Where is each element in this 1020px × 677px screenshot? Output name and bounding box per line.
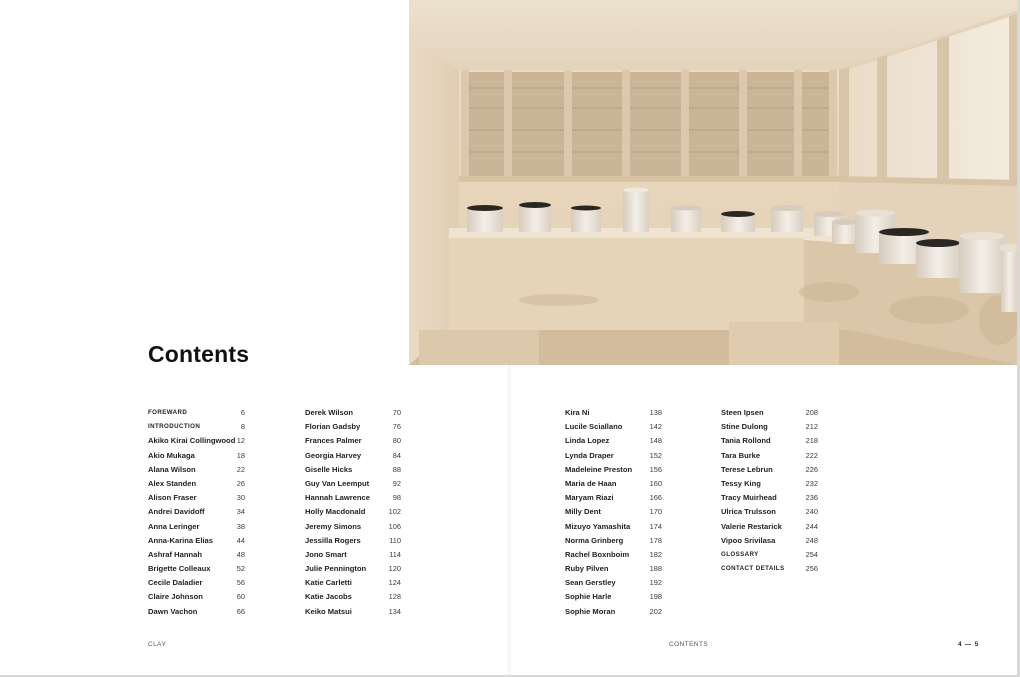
toc-entry-name: Alana Wilson [148,464,196,474]
toc-entry [305,505,401,519]
toc-entry [565,520,662,534]
toc-entry-page: 134 [388,606,401,616]
toc-entry-name: Terese Lebrun [721,464,773,474]
toc-entry [305,463,401,477]
toc-entry-page: 152 [649,450,662,460]
toc-entry-name: Rachel Boxnboim [565,549,630,559]
toc-entry-page: 248 [805,535,818,545]
toc-entry [148,449,245,463]
footer-page-numbers: 4 — 5 [958,641,980,648]
toc-entry [305,562,401,576]
toc-entry-page: 240 [805,507,818,517]
toc-entry-page: 174 [649,521,662,531]
toc-entry [721,434,818,448]
toc-entry-page: 138 [649,408,662,417]
toc-entry-page: 56 [236,578,245,588]
toc-entry [148,590,245,604]
toc-entry [148,534,245,548]
toc-entry [565,534,662,548]
toc-entry-page: 166 [649,493,662,503]
toc-entry [305,590,401,604]
toc-column-4 [721,406,818,576]
toc-entry-page: 76 [392,422,401,432]
toc-entry [148,576,245,590]
toc-entry [565,562,662,576]
toc-entry [721,463,818,477]
toc-entry-page: 52 [236,564,245,574]
toc-entry-page: 12 [236,436,245,446]
toc-entry [148,491,245,505]
toc-entry-page: 142 [649,422,662,432]
toc-entry-name: Akiko Kirai Collingwood [148,436,236,446]
toc-entry-page: 156 [649,464,662,474]
toc-entry-page: 120 [388,564,401,574]
toc-column-3 [565,406,662,619]
toc-entry-name: Sophie Moran [565,606,616,616]
toc-entry [305,520,401,534]
toc-entry-page: 202 [649,606,662,616]
toc-entry-page: 160 [649,478,662,488]
toc-entry-name: Lynda Draper [565,450,614,460]
toc-entry [565,449,662,463]
toc-entry [565,548,662,562]
toc-entry [305,605,401,619]
toc-entry-name: Keiko Matsui [305,606,352,616]
toc-entry-name: Alison Fraser [148,493,197,503]
toc-entry-name: Andrei Davidoff [148,507,205,517]
toc-entry-page: 48 [236,549,245,559]
studio-photo [409,0,1018,365]
toc-entry-name: Madeleine Preston [565,464,633,474]
toc-entry-name: Katie Carletti [305,578,352,588]
toc-entry-page: 80 [392,436,401,446]
toc-entry [305,491,401,505]
toc-entry-page: 18 [236,450,245,460]
toc-entry-page: 244 [805,521,818,531]
pottery-shelf-illustration [409,0,1018,365]
toc-entry-name: Maryam Riazi [565,493,614,503]
toc-entry-name: Valerie Restarick [721,521,782,531]
toc-entry-name: Cecile Daladier [148,578,203,588]
toc-entry [565,463,662,477]
toc-entry-page: 170 [649,507,662,517]
toc-entry-page: 88 [392,464,401,474]
toc-entry-name: Florian Gadsby [305,422,361,432]
toc-entry-page: 38 [236,521,245,531]
toc-entry [565,406,662,420]
toc-entry-name: FOREWARD [148,409,188,416]
toc-entry-page: 84 [392,450,401,460]
toc-entry [148,463,245,477]
toc-entry-page: 106 [388,521,401,531]
toc-entry-name: Anna Leringer [148,521,200,531]
toc-entry-page: 218 [805,436,818,446]
toc-entry-name: Steen Ipsen [721,408,764,417]
toc-entry-page: 222 [805,450,818,460]
toc-entry [305,477,401,491]
toc-entry-page: 70 [392,408,401,417]
toc-entry-name: Ulrica Trulsson [721,507,776,517]
toc-entry-page: 66 [236,606,245,616]
toc-entry-page: 208 [805,408,818,417]
toc-entry-name: Katie Jacobs [305,592,352,602]
toc-entry [305,548,401,562]
toc-entry-name: Jessilla Rogers [305,535,361,545]
toc-entry-page: 26 [236,478,245,488]
toc-column-2 [305,406,401,619]
toc-entry-name: Claire Johnson [148,592,203,602]
toc-entry-name: Milly Dent [565,507,601,517]
toc-entry-name: Jono Smart [305,549,347,559]
toc-entry [565,505,662,519]
toc-column-1 [148,406,245,619]
toc-entry-name: Guy Van Leemput [305,478,370,488]
toc-entry [148,434,245,448]
toc-entry-name: Lucile Sciallano [565,422,623,432]
toc-entry-page: 232 [805,478,818,488]
toc-entry-name: Kira Ni [565,408,590,417]
toc-entry-name: Tara Burke [721,450,761,460]
toc-entry [721,406,818,420]
toc-entry [148,520,245,534]
toc-entry-name: Linda Lopez [565,436,610,446]
toc-entry [721,491,818,505]
toc-entry [305,534,401,548]
toc-entry-name: CONTACT DETAILS [721,565,785,573]
toc-entry [721,534,818,548]
toc-entry-page: 178 [649,535,662,545]
toc-entry-name: Mizuyo Yamashita [565,521,631,531]
toc-entry-name: Tessy King [721,478,761,488]
toc-entry-name: GLOSSARY [721,550,759,558]
toc-entry-page: 92 [392,478,401,488]
toc-entry-page: 198 [649,592,662,602]
toc-entry-page: 226 [805,464,818,474]
toc-entry-page: 114 [389,549,401,559]
toc-entry [721,505,818,519]
toc-entry-page: 8 [240,422,245,432]
toc-entry-name: Tania Rollond [721,436,771,446]
toc-entry-name: Frances Palmer [305,436,362,446]
toc-entry-page: 6 [240,408,245,417]
toc-entry [565,434,662,448]
toc-entry-page: 192 [649,578,662,588]
toc-entry-name: Ashraf Hannah [148,549,203,559]
toc-entry-name: Hannah Lawrence [305,493,370,503]
toc-entry-page: 110 [389,535,401,545]
toc-entry [721,420,818,434]
toc-entry-page: 98 [392,493,401,503]
toc-entry-name: Sean Gerstley [565,578,616,588]
toc-entry-name: Dawn Vachon [148,606,198,616]
page-title: Contents [148,341,250,367]
toc-entry-name: Holly Macdonald [305,507,366,517]
toc-entry-page: 34 [236,507,245,517]
toc-entry-name: Derek Wilson [305,408,354,417]
toc-entry [565,491,662,505]
toc-entry-name: Julie Pennington [305,564,367,574]
toc-entry-name: INTRODUCTION [148,423,201,431]
toc-entry [721,520,818,534]
toc-entry-page: 30 [236,493,245,503]
toc-entry-page: 254 [805,549,818,559]
toc-entry-page: 22 [236,464,245,474]
toc-entry [148,548,245,562]
toc-entry-page: 256 [805,564,818,574]
toc-entry-name: Maria de Haan [565,478,617,488]
toc-entry-page: 124 [388,578,401,588]
toc-entry-name: Stine Dulong [721,422,768,432]
toc-entry [305,420,401,434]
toc-entry [565,576,662,590]
toc-entry-name: Norma Grinberg [565,535,624,545]
toc-entry-name: Vipoo Srivilasa [721,535,776,545]
toc-entry-page: 182 [649,549,662,559]
toc-entry [721,548,818,562]
toc-entry-name: Brigette Colleaux [148,564,211,574]
toc-entry-name: Georgia Harvey [305,450,362,460]
toc-entry-page: 128 [388,592,401,602]
footer-section: CONTENTS [669,641,709,648]
toc-entry-page: 44 [236,535,245,545]
toc-entry-name: Alex Standen [148,478,197,488]
toc-entry-page: 60 [236,592,245,602]
toc-entry-name: Jeremy Simons [305,521,362,531]
toc-entry [565,420,662,434]
toc-entry-page: 102 [388,507,401,517]
toc-entry [148,477,245,491]
toc-entry [305,406,401,420]
toc-entry [148,406,245,420]
toc-entry [305,449,401,463]
toc-entry-page: 212 [805,422,818,432]
toc-entry [721,477,818,491]
toc-entry-name: Sophie Harle [565,592,612,602]
footer-book-title: CLAY [148,641,167,648]
toc-entry-page: 188 [649,564,662,574]
toc-entry [721,449,818,463]
toc-entry [305,434,401,448]
toc-entry-name: Ruby Pilven [565,564,609,574]
toc-entry-name: Akio Mukaga [148,450,195,460]
toc-entry [148,562,245,576]
toc-entry [565,477,662,491]
toc-entry [148,605,245,619]
toc-entry [721,562,818,576]
toc-entry-name: Tracy Muirhead [721,493,777,503]
toc-entry-name: Giselle Hicks [305,464,353,474]
toc-entry [565,590,662,604]
toc-entry-page: 148 [649,436,662,446]
toc-entry-page: 236 [805,493,818,503]
toc-entry-name: Anna-Karina Elias [148,535,213,545]
toc-entry [148,505,245,519]
toc-entry [565,605,662,619]
toc-entry [305,576,401,590]
toc-entry [148,420,245,434]
